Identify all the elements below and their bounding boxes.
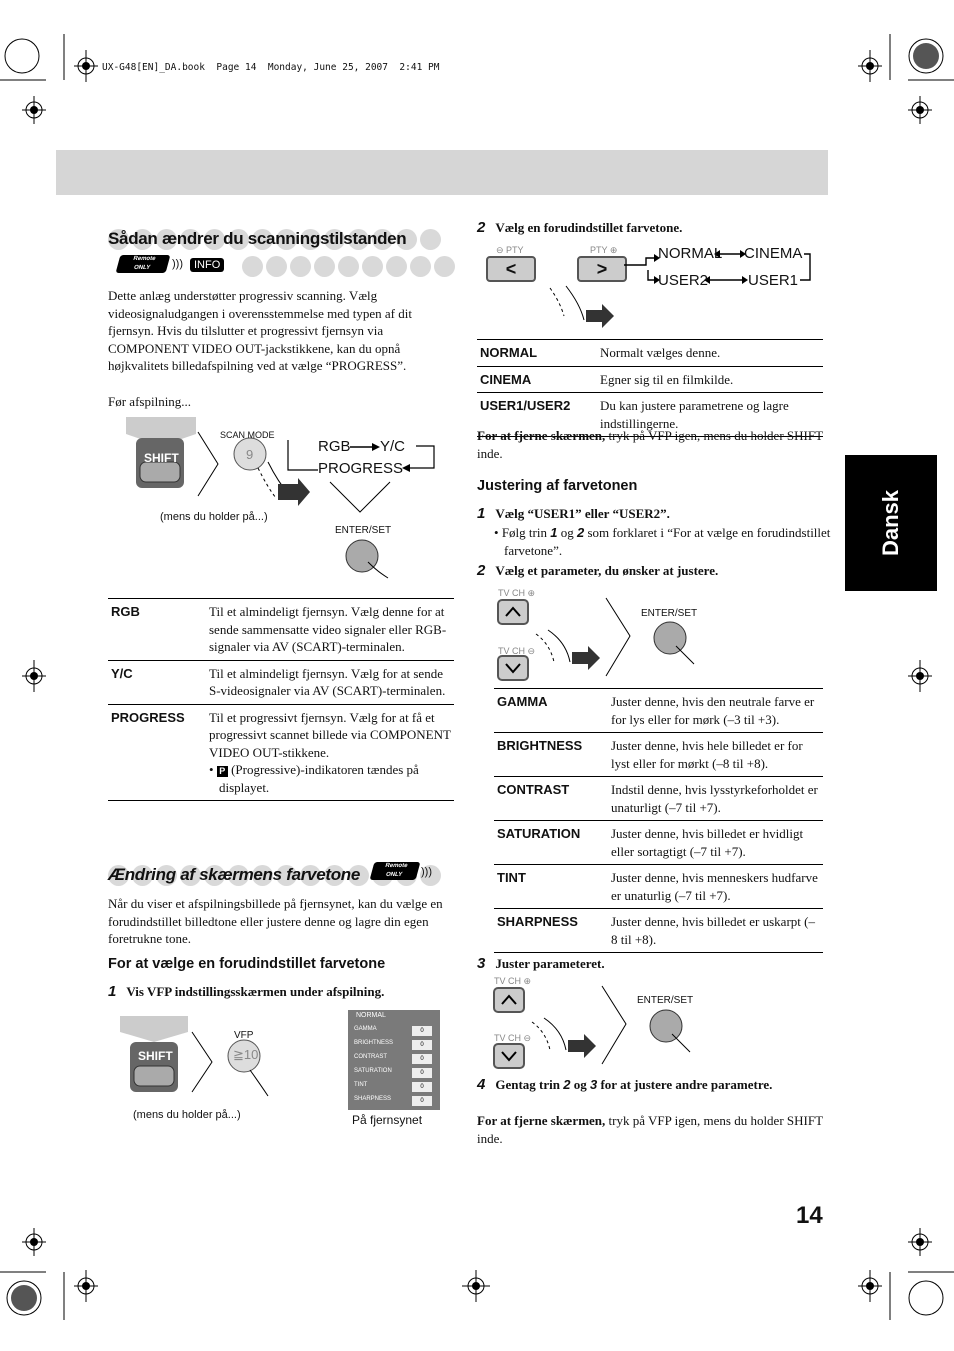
section-title-color-tone: Ændring af skærmens farvetone (108, 865, 361, 884)
table-row: SATURATION Juster denne, hvis billedet er hvidligt eller sortagtigt (–7 til +7). (494, 821, 823, 865)
cycle-yc: Y/C (380, 438, 406, 455)
adjust-step2-row: 2 Vælg et parameter, du ønsker at justere. (477, 562, 719, 579)
subtitle-preset: For at vælge en forudindstillet farvetone (108, 956, 386, 972)
adjust-step4-row: 4 Gentag trin 2 og 3 for at justere andre parametre. (477, 1076, 773, 1093)
parameter-table (494, 688, 823, 953)
table-row: TINT Juster denne, hvis menneskers hudfarve er unaturlig (–7 til +7). (494, 865, 823, 909)
enter-set-label-b: ENTER/SET (637, 995, 694, 1006)
vfp-row: BRIGHTNESS 0 (354, 1040, 432, 1051)
arrow-rgb-yc (350, 440, 380, 454)
table-row: SHARPNESS Juster denne, hvis billedet er uskarpt (–8 til +8). (494, 909, 823, 953)
remote-only-badge: Remote ONLY (116, 255, 171, 273)
pty-plus-label: PTY ⊕ (590, 245, 618, 255)
cycle-rgb: RGB (318, 438, 351, 455)
tv-ch-plus-label-b: TV CH ⊕ (494, 976, 532, 986)
table-row: PROGRESS Til et progressivt fjernsyn. Vælg for at få et progressivt scannet billede via COMPONENT VIDEO OUT-stikkene. • P (Progressive)-indikatoren tændes på displayet. (108, 704, 454, 801)
cycle-progress: PROGRESS (318, 460, 404, 477)
adjust-step1-note: • Følg trin 1 og 2 som forklaret i “For at vælge en forudindstillet farvetone”. (494, 525, 831, 558)
preset-table (477, 339, 823, 437)
adjust-step3-row: 3 Juster parameteret. (477, 955, 605, 972)
vfp-tv-screen: NORMAL GAMMA 0 BRIGHTNESS 0 CONTRAST 0 SATURATION 0 TINT 0 SHARPNESS 0 (348, 1010, 440, 1110)
vfp-label: VFP (234, 1030, 254, 1041)
enter-set-label-a: ENTER/SET (641, 608, 698, 619)
pty-right-button: > (577, 256, 627, 282)
table-row: CINEMA Egner sig til en filmkilde. (477, 366, 823, 393)
pty-left-button: < (486, 256, 536, 282)
before-play-text: Før afspilning... (108, 394, 192, 409)
cycle-normal: NORMAL (658, 245, 723, 262)
page-number: 14 (796, 1202, 823, 1229)
signal-icon: ))) (172, 258, 183, 270)
remote-only-badge-2: Remote ONLY (370, 862, 421, 880)
vfp-row: SHARPNESS 0 (354, 1096, 432, 1107)
cycle-cinema: CINEMA (744, 245, 803, 262)
color-tone-body: Når du viser et afspilningsbillede på fjernsynet, kan du vælge en forudindstillet billedtone eller justere denne og lagre din egen foretrukne tone. (108, 896, 443, 947)
shift-key-label-2: SHIFT (138, 1049, 173, 1063)
scan-mode-table (108, 598, 454, 801)
file-info-header: UX-G48[EN]_DA.book Page 14 Monday, June 25, 2007 2:41 PM (102, 62, 440, 73)
header-bar (56, 150, 828, 195)
vfp-row: GAMMA 0 (354, 1026, 432, 1037)
section-title-scan-mode: Sådan ændrer du scanningstilstanden (108, 229, 407, 248)
language-tab: Dansk (845, 455, 937, 591)
scan-mode-label: SCAN MODE (220, 430, 275, 440)
signal-icon-2: ))) (421, 866, 432, 878)
title-dots-2 (242, 256, 455, 277)
tv-ch-minus-label-b: TV CH ⊖ (494, 1033, 532, 1043)
holding-note-1: (mens du holder på...) (160, 511, 268, 523)
step1-row: 1 Vis VFP indstillingsskærmen under afspilning. (108, 983, 385, 1000)
info-badge: INFO (190, 258, 224, 272)
vfp-row: TINT 0 (354, 1082, 432, 1093)
remove-screen-note-1: For at fjerne skærmen, tryk på VFP igen, mens du holder SHIFT inde. (477, 428, 823, 461)
table-row: GAMMA Juster denne, hvis den neutrale farve er for lys eller for mørk (–3 til +3). (494, 689, 823, 733)
adjust-title: Justering af farvetonen (477, 478, 638, 494)
shift-key-label: SHIFT (144, 451, 179, 465)
vfp-row: SATURATION 0 (354, 1068, 432, 1079)
table-row: NORMAL Normalt vælges denne. (477, 340, 823, 367)
vfp-row: CONTRAST 0 (354, 1054, 432, 1065)
cycle-user1: USER1 (748, 272, 799, 289)
cycle-user2: USER2 (658, 272, 709, 289)
table-row: USER1/USER2 Du kan justere parametrene og lagre indstillingerne. (477, 393, 823, 437)
on-tv-label: På fjernsynet (352, 1113, 423, 1127)
tv-ch-minus-label-a: TV CH ⊖ (498, 646, 536, 656)
enter-set-label-1: ENTER/SET (335, 525, 392, 536)
scan-mode-body: Dette anlæg understøtter progressiv scanning. Vælg videosignaludgangen i overensstemmelse med typen af dit fjernsyn. Hvis du tilslutter et progressivt fjernsyn via COMPONENT VIDEO OUT-jackstikkene, kan du opnå højkvalitets billedafspilning ved at vælge “PROGRESS”. (108, 288, 412, 374)
key-9-label: 9 (246, 447, 254, 462)
progressive-indicator-icon: P (217, 766, 228, 777)
remove-screen-note-2: For at fjerne skærmen, tryk på VFP igen, mens du holder SHIFT inde. (477, 1113, 823, 1146)
key-10-label: ≧10 (233, 1047, 259, 1062)
table-row: CONTRAST Indstil denne, hvis lysstyrkeforholdet er unaturligt (–7 til +7). (494, 777, 823, 821)
table-row: Y/C Til et almindeligt fjernsyn. Vælg for at sende S-videosignaler via AV (SCART)-terminalen. (108, 660, 454, 704)
table-row: RGB Til et almindeligt fjernsyn. Vælg denne for at sende sammensatte video signaler eller RGB-signaler via AV (SCART)-terminalen. (108, 599, 454, 661)
right-step2-row: 2 Vælg en forudindstillet farvetone. (477, 219, 683, 236)
holding-note-2: (mens du holder på...) (133, 1109, 241, 1121)
tv-ch-plus-label-a: TV CH ⊕ (498, 588, 536, 598)
table-row: BRIGHTNESS Juster denne, hvis hele billedet er for lyst eller for mørkt (–8 til +8). (494, 733, 823, 777)
adjust-step1-row: 1 Vælg “USER1” eller “USER2”. (477, 505, 670, 522)
pty-minus-label: ⊖ PTY (496, 245, 524, 255)
